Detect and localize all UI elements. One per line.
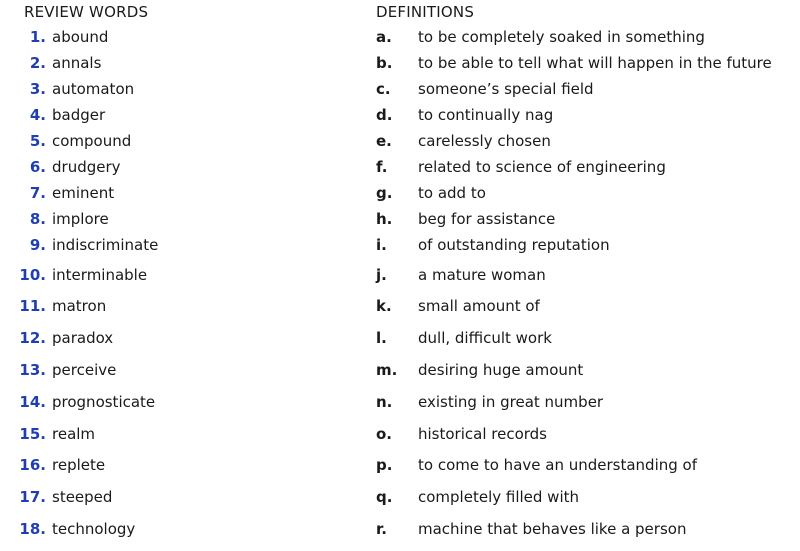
word-number: 18.	[19, 520, 46, 538]
definition-text: related to science of engineering	[418, 158, 666, 176]
definition-letter: c.	[376, 80, 391, 98]
definition-letter: l.	[376, 329, 387, 347]
word-number: 14.	[19, 393, 46, 411]
review-words-header: REVIEW WORDS	[24, 3, 149, 21]
review-word: prognosticate	[52, 393, 156, 411]
definition-letter: h.	[376, 210, 393, 228]
word-number: 3.	[29, 80, 46, 98]
review-word: drudgery	[52, 158, 121, 176]
definition-letter: o.	[376, 425, 393, 443]
review-word: compound	[52, 132, 132, 150]
list-item	[0, 154, 800, 180]
definition-letter: j.	[376, 266, 387, 284]
definition-letter: p.	[376, 456, 393, 474]
review-word: technology	[52, 520, 136, 538]
definition-text: existing in great number	[418, 393, 604, 411]
list-item	[0, 357, 800, 383]
definition-text: of outstanding reputation	[418, 236, 610, 254]
definition-text: dull, difficult work	[418, 329, 552, 347]
word-number: 9.	[29, 236, 46, 254]
word-number: 11.	[19, 297, 46, 315]
list-item	[0, 293, 800, 319]
definition-text: machine that behaves like a person	[418, 520, 687, 538]
word-number: 6.	[29, 158, 46, 176]
definition-text: desiring huge amount	[418, 361, 584, 379]
definition-letter: e.	[376, 132, 392, 150]
definition-text: a mature woman	[418, 266, 546, 284]
word-number: 15.	[19, 425, 46, 443]
review-word: badger	[52, 106, 106, 124]
list-item	[0, 325, 800, 351]
word-number: 12.	[19, 329, 46, 347]
word-number: 8.	[29, 210, 46, 228]
review-word: steeped	[52, 488, 113, 506]
definition-text: completely filled with	[418, 488, 580, 506]
word-number: 16.	[19, 456, 46, 474]
review-word: automaton	[52, 80, 135, 98]
definition-letter: i.	[376, 236, 387, 254]
review-word: abound	[52, 28, 109, 46]
definitions-header: DEFINITIONS	[376, 3, 475, 21]
review-word: annals	[52, 54, 102, 72]
list-item	[0, 24, 800, 50]
list-item	[0, 76, 800, 102]
review-word: paradox	[52, 329, 114, 347]
definition-text: to be completely soaked in something	[418, 28, 705, 46]
review-word: indiscriminate	[52, 236, 159, 254]
review-word: perceive	[52, 361, 117, 379]
list-item	[0, 484, 800, 510]
definition-letter: f.	[376, 158, 388, 176]
definition-text: small amount of	[418, 297, 540, 315]
list-item	[0, 389, 800, 415]
review-word: matron	[52, 297, 107, 315]
definition-text: to come to have an understanding of	[418, 456, 697, 474]
definition-text: to continually nag	[418, 106, 554, 124]
definition-letter: r.	[376, 520, 387, 538]
definition-text: to be able to tell what will happen in the future	[418, 54, 772, 72]
word-number: 7.	[29, 184, 46, 202]
definition-letter: n.	[376, 393, 393, 411]
definition-text: someone’s special field	[418, 80, 594, 98]
definition-letter: g.	[376, 184, 393, 202]
definition-letter: q.	[376, 488, 393, 506]
definition-letter: a.	[376, 28, 392, 46]
definition-text: to add to	[418, 184, 486, 202]
list-item	[0, 206, 800, 232]
word-number: 13.	[19, 361, 46, 379]
review-word: replete	[52, 456, 106, 474]
word-number: 4.	[29, 106, 46, 124]
definition-letter: d.	[376, 106, 393, 124]
list-item	[0, 102, 800, 128]
review-word: eminent	[52, 184, 115, 202]
list-item	[0, 421, 800, 447]
word-number: 10.	[19, 266, 46, 284]
word-number: 1.	[29, 28, 46, 46]
definition-text: historical records	[418, 425, 547, 443]
word-number: 17.	[19, 488, 46, 506]
review-word: interminable	[52, 266, 148, 284]
definition-letter: k.	[376, 297, 392, 315]
definition-letter: b.	[376, 54, 393, 72]
definition-letter: m.	[376, 361, 398, 379]
list-item	[0, 262, 800, 288]
review-word: implore	[52, 210, 109, 228]
list-item	[0, 452, 800, 478]
list-item	[0, 232, 800, 258]
definition-text: carelessly chosen	[418, 132, 551, 150]
list-item	[0, 50, 800, 76]
list-item	[0, 128, 800, 154]
list-item	[0, 516, 800, 542]
list-item	[0, 180, 800, 206]
word-number: 2.	[29, 54, 46, 72]
definition-text: beg for assistance	[418, 210, 556, 228]
word-number: 5.	[29, 132, 46, 150]
review-word: realm	[52, 425, 96, 443]
